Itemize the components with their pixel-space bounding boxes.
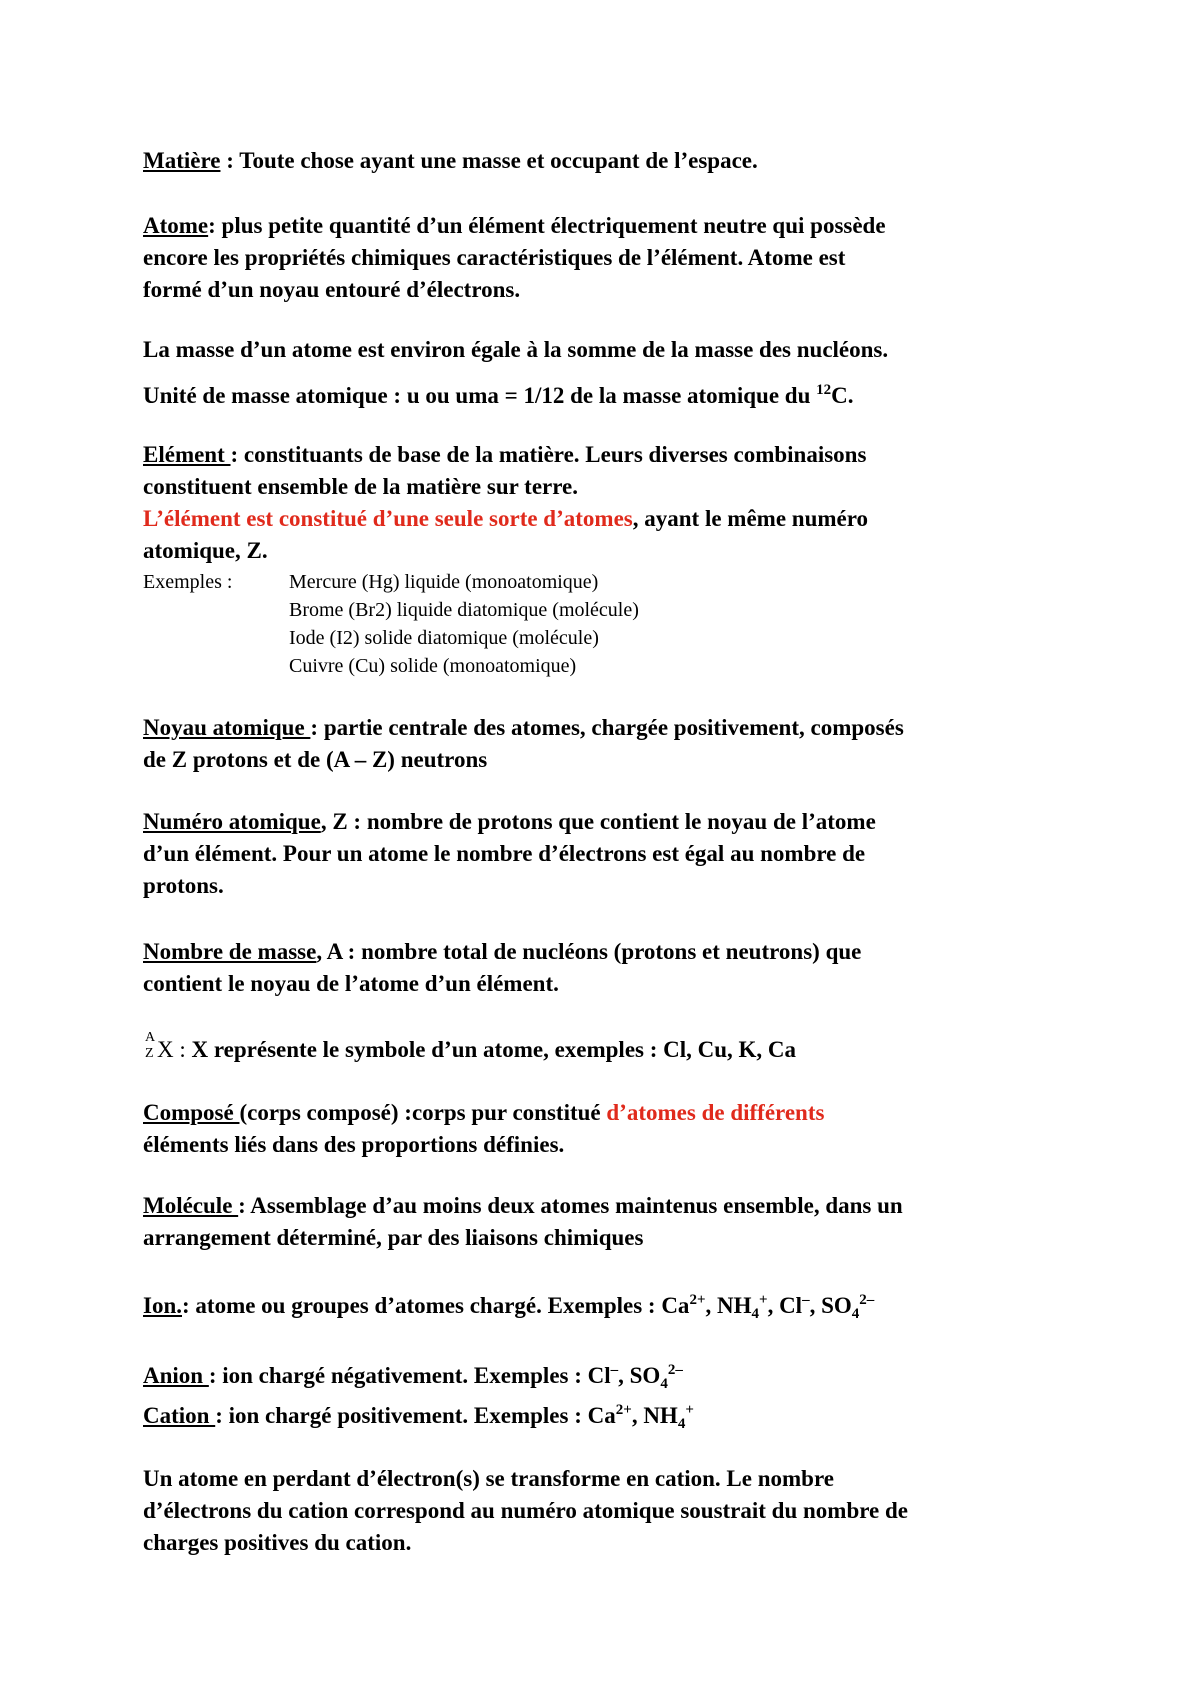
definition-atome-line2: encore les propriétés chimiques caractéristiques de l’élément. Atome est [143, 245, 846, 270]
definition-compose: Composé (corps composé) :corps pur constitué d’atomes de différents [143, 1100, 825, 1125]
definition-noyau-line2: de Z protons et de (A – Z) neutrons [143, 747, 488, 772]
definition-molecule: Molécule : Assemblage d’au moins deux atomes maintenus ensemble, dans un [143, 1193, 903, 1218]
compose-highlight: d’atomes de différents [606, 1100, 825, 1125]
definition-cation: Cation : ion chargé positivement. Exemples : $Ca^{2+}$, $NH_4^+$ [143, 1402, 694, 1432]
definition-element-line2: constituent ensemble de la matière sur terre. [143, 474, 578, 499]
exemple-item: Cuivre (Cu) solide (monoatomique) [289, 655, 577, 677]
term-anion: Anion [143, 1363, 209, 1388]
term-compose: Composé [143, 1100, 240, 1125]
definition-numero-line2: d’un élément. Pour un atome le nombre d’électrons est égal au nombre de [143, 841, 866, 866]
definition-nombre-masse-line2: contient le noyau de l’atome d’un élément. [143, 971, 559, 996]
term-cation: Cation [143, 1403, 216, 1428]
definition-numero: Numéro atomique, Z : nombre de protons que contient le noyau de l’atome [143, 809, 876, 834]
unite-masse-atomique: Unité de masse atomique : u ou uma = 1/12 de la masse atomique du $^{12}$C. [143, 382, 854, 408]
exemple-item: Mercure (Hg) liquide (monoatomique) [289, 571, 599, 593]
definition-matiere: Matière : Toute chose ayant une masse et occupant de l’espace. [143, 148, 758, 173]
definition-atome-line3: formé d’un noyau entouré d’électrons. [143, 277, 521, 302]
term-matiere: Matière [143, 148, 221, 173]
definition-compose-line2: éléments liés dans des proportions définies. [143, 1132, 565, 1157]
cation-explanation-line3: charges positives du cation. [143, 1530, 412, 1555]
definition-element-line4: atomique, Z. [143, 538, 268, 563]
term-molecule: Molécule [143, 1193, 239, 1218]
nuclide-notation: A Z [145, 1030, 156, 1061]
term-nombre-masse: Nombre de masse [143, 939, 317, 964]
cation-explanation-line1: Un atome en perdant d’électron(s) se transforme en cation. Le nombre [143, 1466, 834, 1491]
definition-nombre-masse: Nombre de masse, A : nombre total de nucléons (protons et neutrons) que [143, 939, 862, 964]
term-atome: Atome [143, 213, 209, 238]
exemple-item: Brome (Br2) liquide diatomique (molécule) [289, 599, 639, 621]
exemple-item: Iode (I2) solide diatomique (molécule) [289, 627, 599, 649]
term-numero: Numéro atomique [143, 809, 321, 834]
notation-atome: A Z X : X représente le symbole d’un atome, exemples : Cl, Cu, K, Ca [145, 1030, 797, 1062]
element-highlight: L’élément est constitué d’une seule sorte d’atomes [143, 506, 633, 531]
definition-element-line3: L’élément est constitué d’une seule sorte d’atomes, ayant le même numéro [143, 506, 869, 531]
term-noyau: Noyau atomique [143, 715, 311, 740]
definition-atome: Atome: plus petite quantité d’un élément électriquement neutre qui possède [143, 213, 886, 238]
definition-molecule-line2: arrangement déterminé, par des liaisons chimiques [143, 1225, 644, 1250]
definition-ion: Ion.: atome ou groupes d’atomes chargé. Exemples : $Ca^{2+}$, $NH_4^+$, Cl–, $SO_4^{2-}$ [143, 1292, 875, 1322]
term-ion: Ion. [143, 1293, 182, 1318]
definition-anion: Anion : ion chargé négativement. Exemples : Cl–, $SO_4^{2-}$ [143, 1362, 683, 1392]
definition-numero-line3: protons. [143, 873, 224, 898]
definition-noyau: Noyau atomique : partie centrale des atomes, chargée positivement, composés [143, 715, 904, 740]
exemples-label: Exemples : [143, 571, 233, 593]
definition-element: Elément : constituants de base de la matière. Leurs diverses combinaisons [143, 442, 867, 467]
cation-explanation-line2: d’électrons du cation correspond au numéro atomique soustrait du nombre de [143, 1498, 909, 1523]
masse-atome-statement: La masse d’un atome est environ égale à la somme de la masse des nucléons. [143, 337, 889, 362]
term-element: Elément [143, 442, 231, 467]
